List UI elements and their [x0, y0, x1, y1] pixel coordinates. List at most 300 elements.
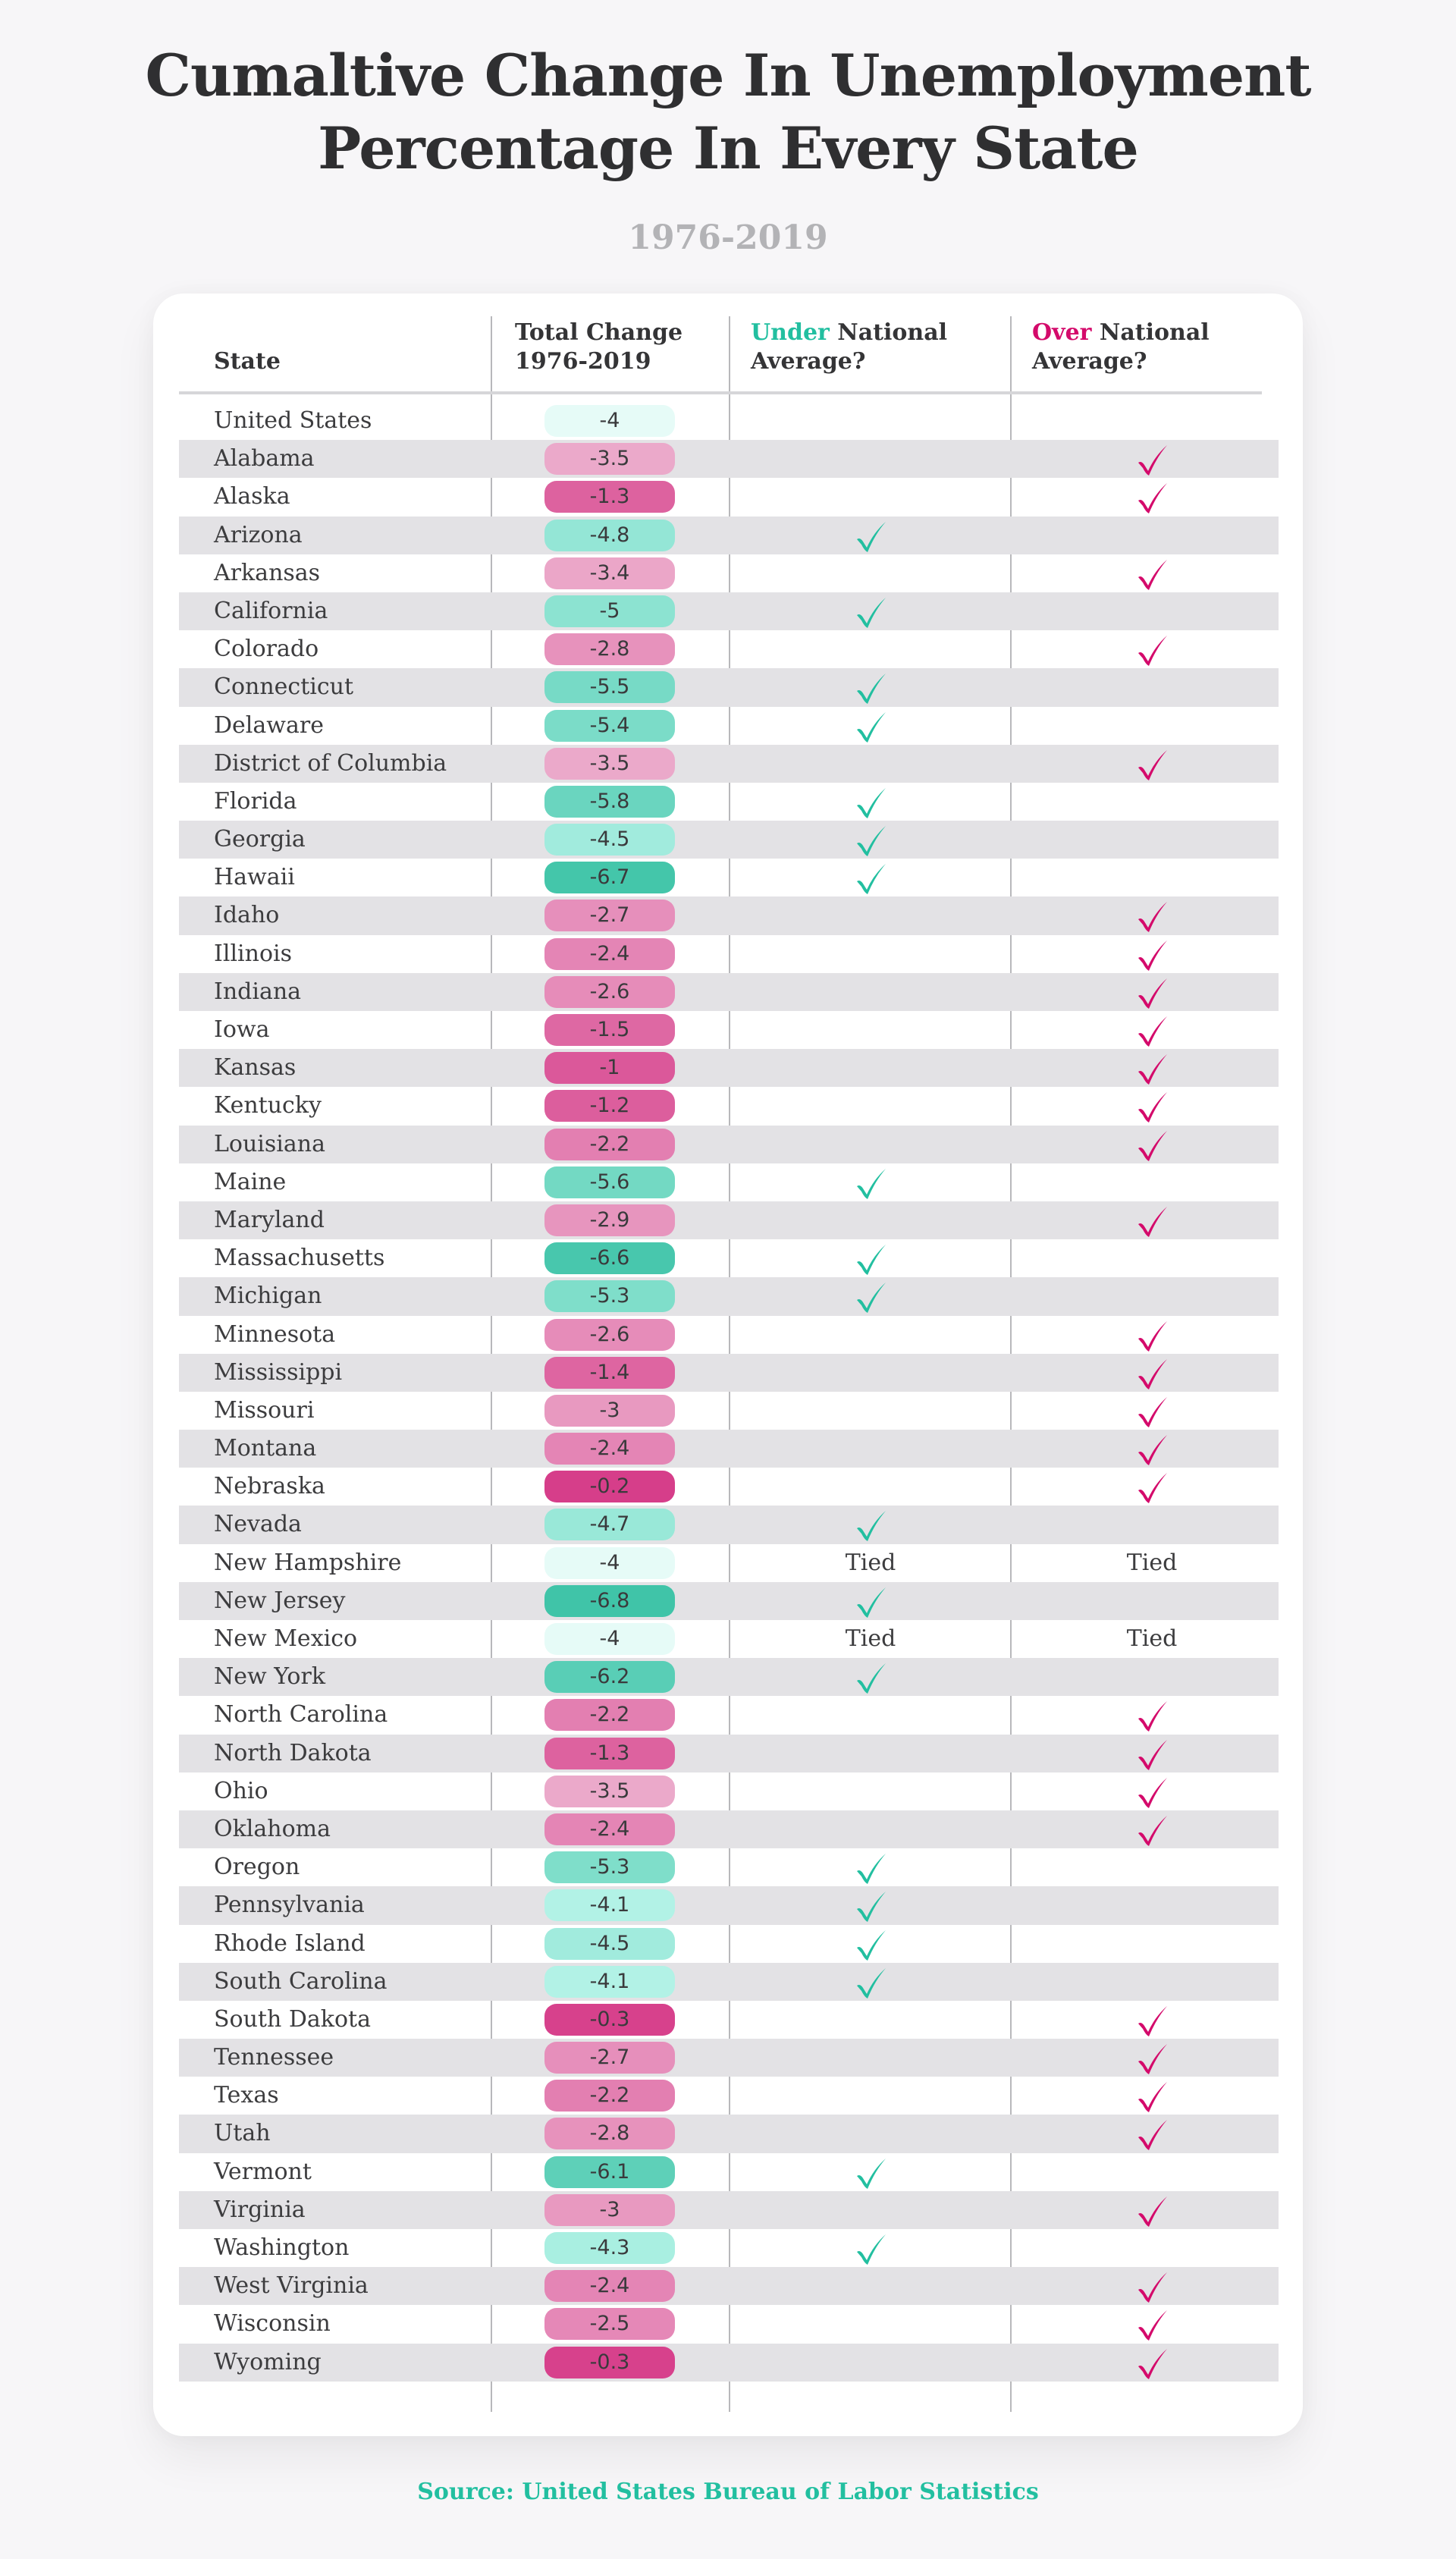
table-row — [179, 1430, 1279, 1468]
pink-check-icon — [1134, 1204, 1170, 1239]
total-change-pill: -5.3 — [544, 1851, 675, 1883]
over-cell — [1012, 554, 1292, 592]
state-name: Delaware — [214, 711, 324, 739]
header-under-national-average: Under National Average? — [751, 319, 948, 375]
under-cell — [730, 707, 1012, 745]
under-cell — [730, 2001, 1012, 2039]
table-row — [179, 1735, 1279, 1772]
over-cell — [1012, 1126, 1292, 1163]
over-cell — [1012, 2001, 1292, 2039]
under-cell — [730, 783, 1012, 821]
under-cell — [730, 1810, 1012, 1848]
over-cell — [1012, 1049, 1292, 1087]
state-name: Georgia — [214, 826, 306, 853]
total-change-pill: -2.5 — [544, 2308, 675, 2340]
total-change-pill: -6.7 — [544, 862, 675, 893]
table-row — [179, 440, 1279, 478]
table-row — [179, 592, 1279, 630]
state-name: Massachusetts — [214, 1245, 385, 1272]
table-row — [179, 783, 1279, 821]
total-change-pill: -5.3 — [544, 1280, 675, 1312]
pink-check-icon — [1134, 1128, 1170, 1163]
total-change-pill: -6.1 — [544, 2156, 675, 2188]
state-name: Nebraska — [214, 1473, 325, 1500]
total-change-pill: -0.3 — [544, 2004, 675, 2036]
table-row — [179, 1658, 1279, 1696]
total-change-pill: -4 — [544, 1623, 675, 1655]
total-change-pill: -4.1 — [544, 1889, 675, 1921]
under-cell: Tied — [845, 1549, 896, 1576]
under-cell — [730, 2077, 1012, 2115]
over-cell — [1012, 1735, 1292, 1772]
total-change-pill: -3 — [544, 1395, 675, 1427]
title-line-1: Cumaltive Change In Unemployment — [145, 42, 1311, 109]
table-row — [179, 2229, 1279, 2267]
under-cell — [730, 1848, 1012, 1886]
over-cell — [1012, 2191, 1292, 2229]
state-name: Kentucky — [214, 1092, 322, 1119]
title-line-2: Percentage In Every State — [318, 115, 1138, 182]
pink-check-icon — [1134, 937, 1170, 972]
under-cell — [730, 1772, 1012, 1810]
pink-check-icon — [1134, 1737, 1170, 1772]
teal-check-icon — [852, 2231, 889, 2266]
over-cell — [1012, 1316, 1292, 1354]
state-name: New Mexico — [214, 1625, 358, 1652]
state-name: Washington — [214, 2234, 350, 2261]
table-row — [179, 2191, 1279, 2229]
total-change-pill: -2.7 — [544, 2042, 675, 2074]
table-row — [179, 1392, 1279, 1430]
total-change-pill: -4.5 — [544, 1928, 675, 1960]
source-note: Source: United States Bureau of Labor Statistics — [417, 2479, 1039, 2505]
teal-check-icon — [852, 519, 889, 554]
over-cell — [1012, 1925, 1292, 1963]
under-cell — [730, 2153, 1012, 2191]
teal-check-icon — [852, 861, 889, 896]
over-cell — [1012, 859, 1292, 896]
state-name: Colorado — [214, 636, 319, 663]
total-change-pill: -6.8 — [544, 1585, 675, 1617]
over-highlight: Over — [1032, 319, 1092, 346]
table-row — [179, 1810, 1279, 1848]
table-row — [179, 1963, 1279, 2001]
teal-check-icon — [852, 2156, 889, 2190]
table-row — [179, 745, 1279, 783]
pink-check-icon — [1134, 1813, 1170, 1848]
under-cell — [730, 402, 1012, 440]
over-cell — [1012, 1468, 1292, 1506]
over-cell — [1012, 935, 1292, 973]
over-cell — [1012, 1506, 1292, 1543]
under-cell — [730, 1468, 1012, 1506]
state-name: West Virginia — [214, 2272, 369, 2300]
state-name: Rhode Island — [214, 1929, 366, 1957]
under-cell — [730, 630, 1012, 668]
total-change-pill: -2.4 — [544, 1433, 675, 1465]
under-cell — [730, 1087, 1012, 1125]
total-change-pill: -2.6 — [544, 976, 675, 1008]
table-row — [179, 1886, 1279, 1924]
over-cell — [1012, 440, 1292, 478]
table-row — [179, 2267, 1279, 2305]
under-cell — [730, 1963, 1012, 2001]
table-row — [179, 2001, 1279, 2039]
total-change-pill: -2.6 — [544, 1319, 675, 1351]
over-cell — [1012, 1201, 1292, 1239]
table-row — [179, 2039, 1279, 2077]
pink-check-icon — [1134, 1394, 1170, 1429]
table-row — [179, 1011, 1279, 1049]
under-cell — [730, 1658, 1012, 1696]
under-cell — [730, 935, 1012, 973]
under-cell — [730, 1239, 1012, 1277]
pink-check-icon — [1134, 480, 1170, 515]
state-name: Vermont — [214, 2158, 312, 2185]
over-cell — [1012, 1011, 1292, 1049]
teal-check-icon — [852, 1584, 889, 1619]
teal-check-icon — [852, 785, 889, 820]
page-title — [0, 39, 1456, 185]
under-cell — [730, 1201, 1012, 1239]
under-cell — [730, 1582, 1012, 1620]
teal-check-icon — [852, 1508, 889, 1543]
state-name: Utah — [214, 2120, 271, 2147]
state-name: Alabama — [214, 445, 315, 473]
teal-check-icon — [852, 1166, 889, 1201]
over-cell — [1012, 517, 1292, 554]
total-change-pill: -2.8 — [544, 633, 675, 665]
state-name: New Hampshire — [214, 1549, 402, 1576]
header-total-change: Total Change 1976-2019 — [515, 319, 683, 375]
table-row — [179, 2344, 1279, 2382]
state-name: Iowa — [214, 1016, 270, 1043]
table-row — [179, 1544, 1279, 1582]
table-row — [179, 1582, 1279, 1620]
over-cell — [1012, 821, 1292, 859]
total-change-pill: -2.4 — [544, 1813, 675, 1845]
table-row — [179, 1925, 1279, 1963]
total-change-pill: -2.2 — [544, 1699, 675, 1731]
over-cell — [1012, 783, 1292, 821]
state-name: Wyoming — [214, 2348, 322, 2375]
pink-check-icon — [1134, 1470, 1170, 1505]
state-name: North Carolina — [214, 1701, 388, 1729]
over-cell — [1012, 1430, 1292, 1468]
table-row — [179, 402, 1279, 440]
state-name: Oregon — [214, 1854, 300, 1881]
total-change-pill: -5.8 — [544, 786, 675, 818]
state-name: Virginia — [214, 2196, 306, 2223]
total-change-pill: -6.6 — [544, 1242, 675, 1274]
over-cell — [1012, 668, 1292, 706]
teal-check-icon — [852, 1660, 889, 1695]
over-cell — [1012, 973, 1292, 1011]
table-row — [179, 896, 1279, 934]
pink-check-icon — [1134, 442, 1170, 477]
over-cell — [1012, 1810, 1292, 1848]
under-cell — [730, 2305, 1012, 2343]
total-change-pill: -1.4 — [544, 1357, 675, 1389]
pink-check-icon — [1134, 1318, 1170, 1353]
table-row — [179, 2115, 1279, 2152]
pink-check-icon — [1134, 1775, 1170, 1810]
total-change-pill: -4.3 — [544, 2232, 675, 2264]
state-name: Louisiana — [214, 1130, 325, 1157]
table-row — [179, 859, 1279, 896]
under-cell — [730, 1316, 1012, 1354]
pink-check-icon — [1134, 2003, 1170, 2038]
total-change-pill: -1.5 — [544, 1014, 675, 1046]
total-change-pill: -4.1 — [544, 1966, 675, 1998]
under-cell — [730, 440, 1012, 478]
state-name: Maine — [214, 1168, 287, 1195]
over-cell — [1012, 1392, 1292, 1430]
total-change-pill: -2.2 — [544, 2080, 675, 2112]
under-cell — [730, 1392, 1012, 1430]
total-change-pill: -3.5 — [544, 443, 675, 475]
total-change-pill: -1.3 — [544, 481, 675, 513]
total-change-pill: -5.4 — [544, 710, 675, 742]
over-cell — [1012, 2305, 1292, 2343]
pink-check-icon — [1134, 2307, 1170, 2342]
over-cell — [1012, 402, 1292, 440]
pink-check-icon — [1134, 2041, 1170, 2076]
over-cell — [1012, 2267, 1292, 2305]
over-cell — [1012, 2077, 1292, 2115]
under-cell — [730, 2229, 1012, 2267]
over-cell — [1012, 2153, 1292, 2191]
header-state: State — [214, 348, 281, 375]
state-name: Pennsylvania — [214, 1892, 365, 1919]
over-cell — [1012, 1354, 1292, 1392]
state-name: South Carolina — [214, 1967, 388, 1995]
under-cell — [730, 554, 1012, 592]
table-row — [179, 1277, 1279, 1315]
state-name: Indiana — [214, 978, 302, 1005]
state-name: Tennessee — [214, 2044, 334, 2071]
state-name: Mississippi — [214, 1358, 343, 1386]
state-name: Michigan — [214, 1283, 322, 1310]
teal-check-icon — [852, 1242, 889, 1276]
over-cell — [1012, 2229, 1292, 2267]
over-cell — [1012, 1963, 1292, 2001]
over-cell: Tied — [1126, 1625, 1178, 1652]
teal-check-icon — [852, 1965, 889, 2000]
table-row — [179, 1468, 1279, 1506]
over-cell — [1012, 707, 1292, 745]
pink-check-icon — [1134, 557, 1170, 592]
under-cell — [730, 859, 1012, 896]
total-change-pill: -2.8 — [544, 2118, 675, 2149]
total-change-pill: -1.2 — [544, 1090, 675, 1122]
total-change-pill: -4.7 — [544, 1509, 675, 1540]
under-cell — [730, 2344, 1012, 2382]
total-change-pill: -5 — [544, 595, 675, 627]
pink-check-icon — [1134, 1698, 1170, 1733]
under-cell — [730, 592, 1012, 630]
under-cell — [730, 1163, 1012, 1201]
teal-check-icon — [852, 1889, 889, 1923]
table-row — [179, 2153, 1279, 2191]
state-name: Arizona — [214, 521, 303, 548]
total-change-pill: -0.3 — [544, 2347, 675, 2378]
table-row — [179, 1772, 1279, 1810]
under-cell — [730, 1277, 1012, 1315]
under-highlight: Under — [751, 319, 830, 346]
over-cell — [1012, 896, 1292, 934]
state-name: Maryland — [214, 1206, 325, 1233]
total-change-pill: -4.8 — [544, 520, 675, 551]
state-name: Connecticut — [214, 674, 354, 701]
over-cell — [1012, 1277, 1292, 1315]
state-name: Alaska — [214, 483, 290, 510]
header-underline — [179, 391, 1262, 394]
header-over-national-average: Over National Average? — [1032, 319, 1210, 375]
over-cell — [1012, 1163, 1292, 1201]
total-change-pill: -2.9 — [544, 1204, 675, 1236]
over-cell — [1012, 592, 1292, 630]
under-cell — [730, 1430, 1012, 1468]
over-cell — [1012, 1239, 1292, 1277]
table-row — [179, 1354, 1279, 1392]
under-cell — [730, 1126, 1012, 1163]
total-change-pill: -5.5 — [544, 671, 675, 703]
over-cell: Tied — [1126, 1549, 1178, 1576]
teal-check-icon — [852, 1927, 889, 1962]
over-cell — [1012, 1772, 1292, 1810]
table-row — [179, 1087, 1279, 1125]
total-change-pill: -0.2 — [544, 1471, 675, 1502]
total-change-pill: -1.3 — [544, 1738, 675, 1769]
state-name: Ohio — [214, 1777, 268, 1804]
total-change-pill: -3.5 — [544, 748, 675, 780]
state-name: Hawaii — [214, 864, 295, 891]
total-change-pill: -2.2 — [544, 1129, 675, 1160]
under-cell — [730, 1735, 1012, 1772]
state-name: District of Columbia — [214, 749, 447, 777]
pink-check-icon — [1134, 633, 1170, 667]
under-cell — [730, 478, 1012, 516]
total-change-pill: -2.7 — [544, 900, 675, 931]
total-change-pill: -1 — [544, 1052, 675, 1084]
table-row — [179, 1049, 1279, 1087]
pink-check-icon — [1134, 1356, 1170, 1391]
under-cell — [730, 517, 1012, 554]
total-change-pill: -6.2 — [544, 1661, 675, 1693]
pink-check-icon — [1134, 2079, 1170, 2114]
over-cell — [1012, 1886, 1292, 1924]
under-cell — [730, 745, 1012, 783]
table-row — [179, 668, 1279, 706]
pink-check-icon — [1134, 975, 1170, 1010]
teal-check-icon — [852, 670, 889, 705]
table-row — [179, 2305, 1279, 2343]
under-cell — [730, 1354, 1012, 1392]
under-cell: Tied — [845, 1625, 896, 1652]
pink-check-icon — [1134, 1013, 1170, 1048]
teal-check-icon — [852, 595, 889, 630]
total-change-pill: -4.5 — [544, 824, 675, 856]
under-cell — [730, 2267, 1012, 2305]
pink-check-icon — [1134, 2117, 1170, 2152]
total-change-pill: -2.4 — [544, 938, 675, 970]
state-name: California — [214, 597, 328, 624]
total-change-pill: -4 — [544, 1547, 675, 1579]
state-name: Illinois — [214, 940, 293, 967]
over-cell — [1012, 1848, 1292, 1886]
table-row — [179, 707, 1279, 745]
table-body — [179, 402, 1279, 2382]
table-row — [179, 1239, 1279, 1277]
state-name: Idaho — [214, 902, 280, 929]
table-row — [179, 1126, 1279, 1163]
teal-check-icon — [852, 709, 889, 744]
over-cell — [1012, 1087, 1292, 1125]
over-cell — [1012, 478, 1292, 516]
teal-check-icon — [852, 1280, 889, 1314]
table-row — [179, 517, 1279, 554]
table-row — [179, 1316, 1279, 1354]
table-row — [179, 935, 1279, 973]
total-change-pill: -2.4 — [544, 2270, 675, 2302]
table-row — [179, 478, 1279, 516]
under-cell — [730, 1925, 1012, 1963]
total-change-pill: -3.4 — [544, 557, 675, 589]
under-cell — [730, 1011, 1012, 1049]
state-name: United States — [214, 407, 372, 434]
state-name: Texas — [214, 2082, 279, 2109]
state-name: Wisconsin — [214, 2310, 331, 2338]
over-cell — [1012, 630, 1292, 668]
table-row — [179, 821, 1279, 859]
under-cell — [730, 1506, 1012, 1543]
over-cell — [1012, 2039, 1292, 2077]
pink-check-icon — [1134, 2269, 1170, 2304]
under-cell — [730, 2039, 1012, 2077]
pink-check-icon — [1134, 747, 1170, 782]
under-cell — [730, 1886, 1012, 1924]
state-name: North Dakota — [214, 1739, 372, 1766]
state-name: New Jersey — [214, 1587, 346, 1614]
under-cell — [730, 896, 1012, 934]
teal-check-icon — [852, 1851, 889, 1885]
over-cell — [1012, 1696, 1292, 1734]
over-cell — [1012, 1658, 1292, 1696]
table-row — [179, 1696, 1279, 1734]
table-row — [179, 1506, 1279, 1543]
state-name: Florida — [214, 787, 297, 815]
table-row — [179, 1620, 1279, 1658]
pink-check-icon — [1134, 1051, 1170, 1086]
teal-check-icon — [852, 823, 889, 858]
state-name: Oklahoma — [214, 1815, 331, 1842]
table-row — [179, 1163, 1279, 1201]
state-name: Arkansas — [214, 559, 321, 586]
under-cell — [730, 1049, 1012, 1087]
pink-check-icon — [1134, 2193, 1170, 2228]
pink-check-icon — [1134, 1432, 1170, 1467]
under-cell — [730, 2191, 1012, 2229]
table-row — [179, 1201, 1279, 1239]
under-cell — [730, 2115, 1012, 2152]
total-change-pill: -3 — [544, 2194, 675, 2226]
state-name: Nevada — [214, 1511, 302, 1538]
table-row — [179, 1848, 1279, 1886]
state-name: Missouri — [214, 1396, 315, 1424]
under-cell — [730, 821, 1012, 859]
state-name: Kansas — [214, 1054, 297, 1082]
